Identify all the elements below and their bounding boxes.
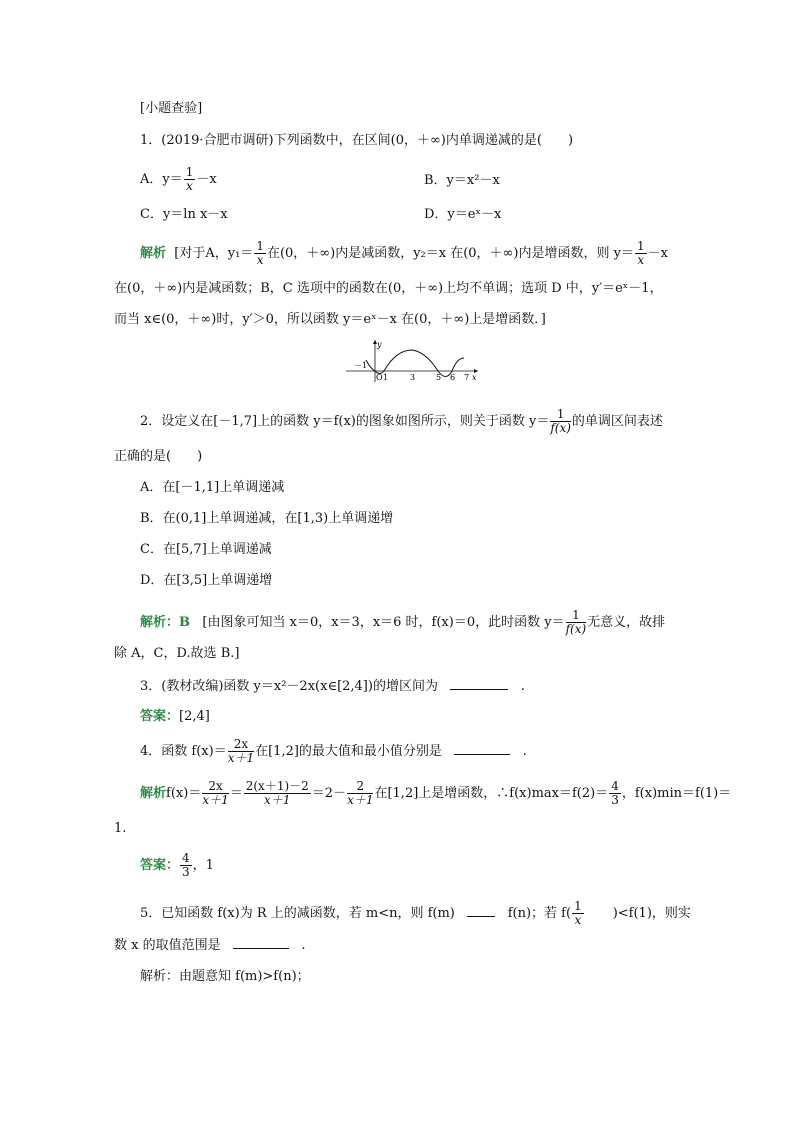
tick-label: O: [376, 373, 383, 382]
question-5-stem: 5．已知函数 f(x)为 R 上的减函数，若 m<n，则 f(m) f(n)；若 f( $\frac{1}{x}$ )<f(1)，则实: [140, 899, 691, 927]
q3-answer: 答案：[2,4]: [140, 709, 210, 724]
question-1-stem: 1．(2019·合肥市调研)下列函数中，在区间(0，＋∞)内单调递减的是( ): [140, 133, 574, 148]
q2-option-a: A．在[－1,1]上单调递减: [140, 480, 285, 495]
y-axis-label: y: [377, 340, 382, 349]
section-title: [小题查验]: [140, 101, 203, 116]
x-axis-label: x: [472, 373, 477, 382]
answer-blank: [467, 904, 495, 917]
answer-label: 答案：: [140, 709, 180, 724]
q2-option-d: D．在[3,5]上单调递增: [140, 573, 273, 588]
answer-label: 答案：: [140, 858, 180, 873]
answer-blank: [233, 936, 289, 949]
solution-label: 解析：B: [140, 615, 190, 630]
q1-option-b: B．y＝x²－x: [424, 173, 500, 188]
fraction: $\frac{1}{x}$: [185, 165, 194, 193]
q1-option-d: D．y＝eˣ－x: [424, 207, 502, 222]
question-5-stem-cont: 数 x 的取值范围是 .: [114, 938, 306, 953]
solution-label: 解析: [140, 786, 167, 801]
q2-solution-line1: 解析：B [由图象可知当 x＝0，x＝3，x＝6 时，f(x)＝0，此时函数 y＝ $\frac{1}{f(x)}$ 无意义，故排: [140, 608, 666, 636]
q4-solution-line1: 解析f(x)＝ $\frac{2x}{x+1}$ ＝ $\frac{2(x+1)-2}{x+1}$ ＝2－ $\frac{2}{x+1}$ 在[1,2]上是增函数，∴f(x)max＝f(2)＝ $\frac{4}{3}$ ，f(x)min＝f(1)＝: [140, 779, 732, 807]
q4-solution-line2: 1.: [114, 821, 127, 836]
tick-label: 1: [383, 373, 389, 382]
tick-label: 5: [436, 373, 442, 382]
q1-solution-line2: 在(0，＋∞)内是减函数；B，C 选项中的函数在(0，＋∞)上均不单调；选项 D 中，y′＝eˣ－1，: [114, 281, 663, 296]
answer-blank: [450, 677, 508, 690]
tick-label: 3: [410, 373, 416, 382]
question-4-stem: 4．函数 f(x)＝ $\frac{2x}{x+1}$ 在[1,2]的最大值和最小值分别是 .: [140, 737, 527, 765]
q1-solution-line3: 而当 x∈(0，＋∞)时，y′＞0，所以函数 y＝eˣ－x 在(0，＋∞)上是增函数．]: [114, 312, 546, 327]
function-graph: [340, 338, 480, 384]
q2-option-c: C．在[5,7]上单调递减: [140, 542, 272, 557]
answer-blank: [454, 742, 510, 755]
tick-label: －1: [354, 361, 368, 370]
tick-label: 7: [464, 373, 470, 382]
q5-solution: 解析：由题意知 f(m)>f(n)；: [140, 969, 310, 984]
solution-label: 解析: [140, 246, 167, 261]
tick-label: 6: [450, 373, 456, 382]
q1-option-a: A．y＝ $\frac{1}{x}$ －x: [140, 165, 217, 193]
question-3-stem: 3．(教材改编)函数 y＝x²－2x(x∈[2,4])的增区间为 .: [140, 679, 525, 694]
q2-solution-line2: 除 A，C，D.故选 B.]: [114, 646, 240, 661]
question-2-stem-cont: 正确的是( ): [114, 449, 203, 464]
question-2-stem: 2．设定义在[－1,7]上的函数 y＝f(x)的图象如图所示，则关于函数 y＝ $\frac{1}{f(x)}$ 的单调区间表述: [140, 407, 663, 435]
q4-answer: 答案： $\frac{4}{3}$ ，1: [140, 851, 214, 879]
q1-solution-line1: 解析 [对于A，y₁＝ $\frac{1}{x}$ 在(0，＋∞)内是减函数，y₂＝x 在(0，＋∞)内是增函数，则 y＝ $\frac{1}{x}$ －x: [140, 239, 668, 267]
q2-option-b: B．在(0,1]上单调递减，在[1,3)上单调递增: [140, 511, 394, 526]
q1-option-c: C．y＝ln x－x: [140, 207, 228, 222]
